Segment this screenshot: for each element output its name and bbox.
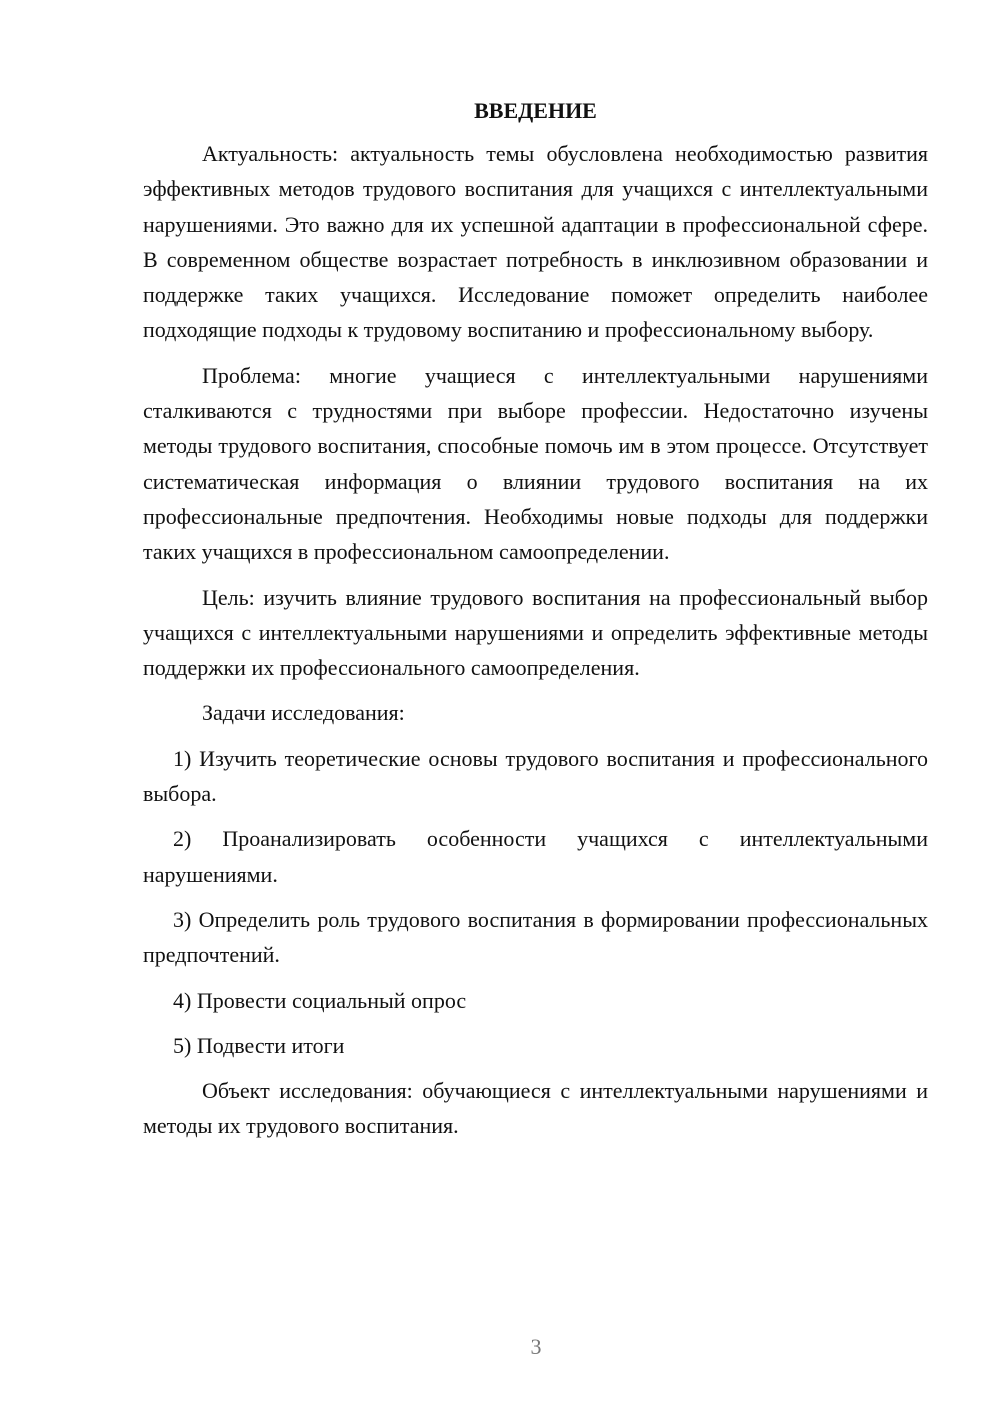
task-item-3: 3) Определить роль трудового воспитания в формировании профессиональных предпочтений. <box>143 906 928 968</box>
task-item-2: 2) Проанализировать особенности учащихся с интеллектуальными нарушениями. <box>143 826 928 887</box>
task-item-1: 1) Изучить теоретические основы трудового воспитания и профессионального выбора. <box>143 745 928 807</box>
section-heading: ВВЕДЕНИЕ <box>474 98 597 123</box>
relevance-paragraph: Актуальность: актуальность темы обусловлена необходимостью развития эффективных методов трудового воспитания для учащихся с интеллектуальными нарушениями. Это важно для их успешной адаптации в профессиональной сфере. В современном обществе возрастает потребность в инклюзивном образовании и поддержке таких учащихся. Исследование поможет определить наиболее подходящие подходы к трудовому воспитанию и профессиональному выбору. <box>143 141 928 343</box>
task-item-5: 5) Подвести итоги <box>173 1032 345 1058</box>
page-number: 3 <box>530 1334 542 1359</box>
task-item-4: 4) Провести социальный опрос <box>173 987 467 1013</box>
object-paragraph: Объект исследования: обучающиеся с интеллектуальными нарушениями и методы их трудового воспитания. <box>143 1078 928 1139</box>
goal-paragraph: Цель: изучить влияние трудового воспитания на профессиональный выбор учащихся с интеллектуальными нарушениями и определить эффективные методы поддержки их профессионального самоопределения. <box>143 584 928 681</box>
page-content <box>143 96 928 1154</box>
problem-paragraph: Проблема: многие учащиеся с интеллектуальными нарушениями сталкиваются с трудностями при выборе профессии. Недостаточно изучены методы трудового воспитания, способные помочь им в этом процессе. Отсутствует систематическая информация о влиянии трудового воспитания на их профессиональные предпочтения. Необходимы новые подходы для поддержки таких учащихся в профессиональном самоопределении. <box>143 362 928 565</box>
tasks-heading: Задачи исследования: <box>202 700 405 726</box>
